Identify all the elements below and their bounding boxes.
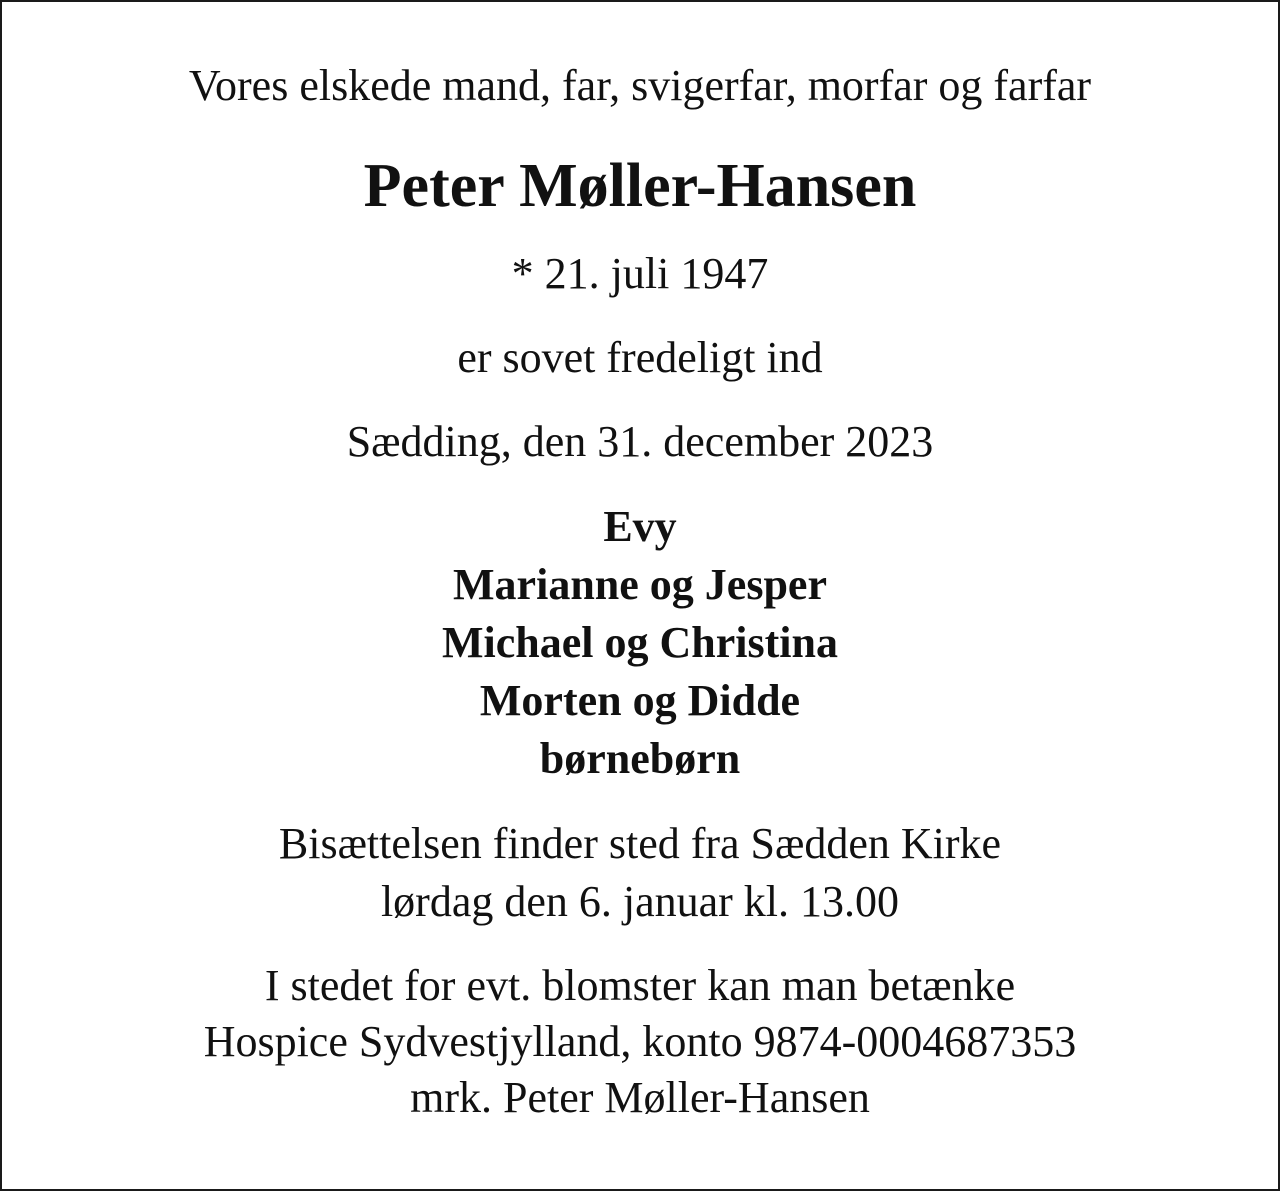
intro-text: Vores elskede mand, far, svigerfar, morfar og farfar [188,61,1092,110]
donation-line: I stedet for evt. blomster kan man betænke [264,961,1016,1010]
family-member: børnebørn [539,734,741,783]
funeral-line: lørdag den 6. januar kl. 13.00 [380,877,900,926]
birth-date: * 21. juli 1947 [511,249,769,298]
family-list [0,498,1280,788]
family-member: Morten og Didde [479,676,801,725]
donation-info [0,958,1280,1126]
passing-text: er sovet fredeligt ind [457,333,823,382]
family-member: Michael og Christina [442,618,838,667]
place-and-date: Sædding, den 31. december 2023 [346,417,934,466]
family-member: Marianne og Jesper [453,560,827,609]
donation-line: Hospice Sydvestjylland, konto 9874-0004687353 [203,1017,1077,1066]
donation-line: mrk. Peter Møller-Hansen [410,1073,870,1122]
family-member: Evy [603,502,677,551]
funeral-info [0,815,1280,931]
funeral-line: Bisættelsen finder sted fra Sædden Kirke [278,819,1002,868]
deceased-name: Peter Møller-Hansen [363,152,917,220]
